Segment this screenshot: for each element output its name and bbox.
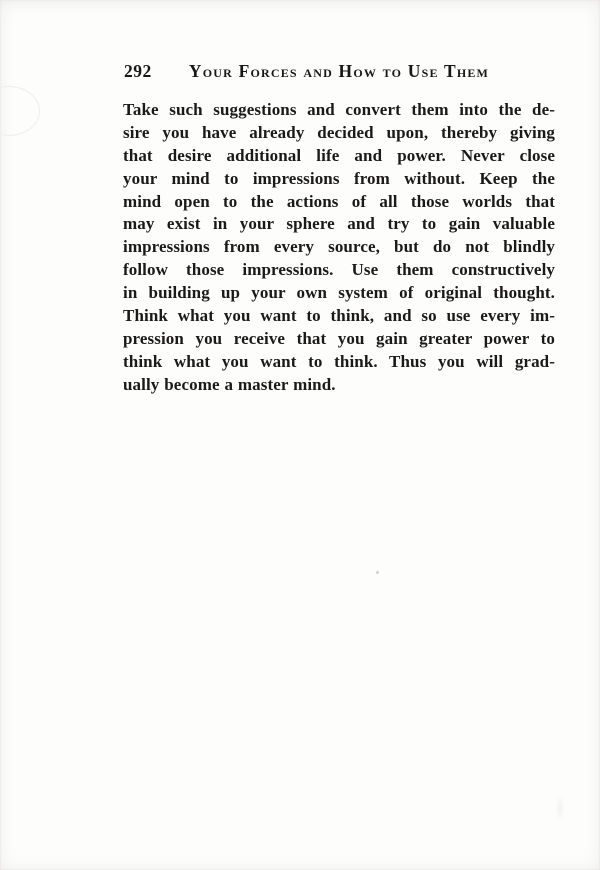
paragraph [123,99,555,397]
text-line: may exist in your sphere and try to gain valuable [123,214,555,234]
text-line: Take such suggestions and convert them into the de- [123,100,555,119]
scan-artifact-arc [0,86,40,136]
text-line: mind open to the actions of all those worlds that [123,191,555,211]
text-line: follow those impressions. Use them constructively [123,260,555,280]
text-line: that desire additional life and power. Never close [123,145,555,165]
text-line: impressions from every source, but do not blindly [123,237,555,257]
text-line: Think what you want to think, and so use every im- [123,306,555,326]
text-line: pression you receive that you gain greater power to [123,328,555,348]
text-line: sire you have already decided upon, thereby giving [123,122,555,142]
scan-artifact-speck [376,571,379,574]
page-number: 292 [124,61,152,81]
text-line: think what you want to think. Thus you will grad- [123,351,555,371]
text-line: in building up your own system of original thought. [123,283,555,303]
text-line: ually become a master mind. [123,374,336,394]
scan-artifact-smudge [555,795,565,821]
text-line: your mind to impressions from without. Keep the [123,168,555,188]
running-title: Your Forces and How to Use Them [188,61,490,81]
running-header [123,61,555,83]
